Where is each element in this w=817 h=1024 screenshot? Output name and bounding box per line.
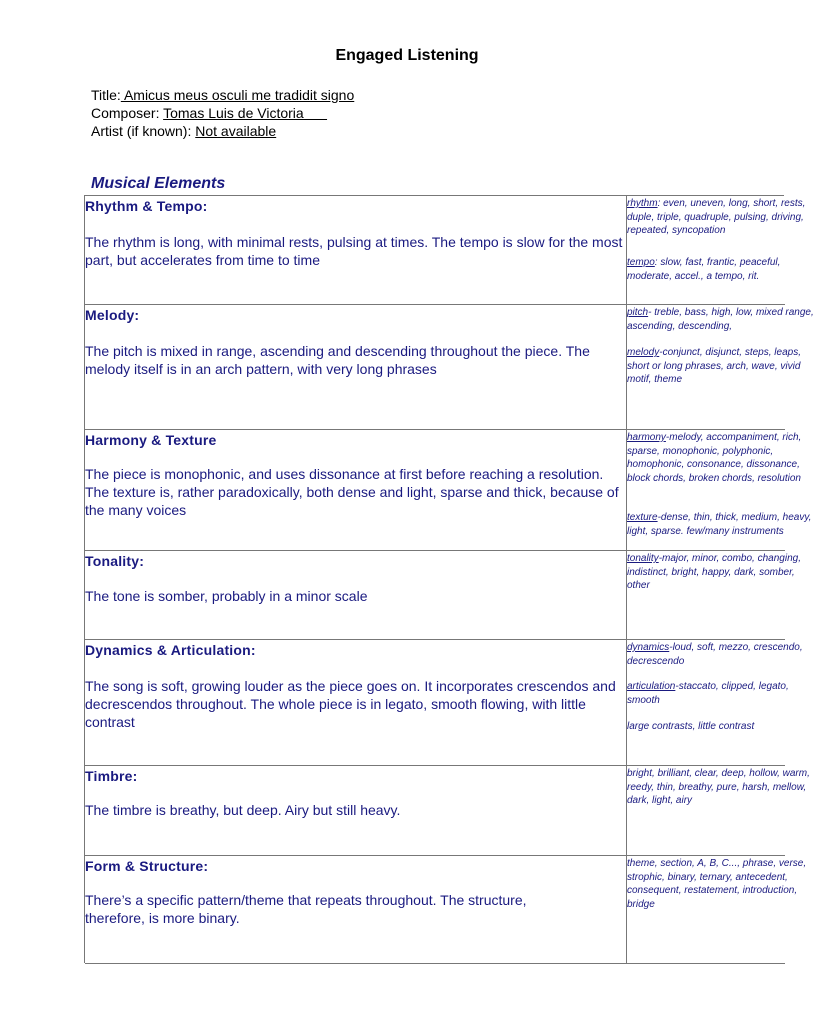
- row-heading: Melody:: [85, 307, 140, 323]
- row-body: The timbre is breathy, but deep. Airy but still heavy.: [85, 802, 401, 818]
- table-row: [85, 305, 814, 430]
- artist-value: Not available: [195, 123, 277, 139]
- hint: bright, brilliant, clear, deep, hollow, warm, reedy, thin, breathy, pure, harsh, mellow, dark, light, airy: [627, 768, 810, 806]
- row-heading: Rhythm & Tempo:: [85, 198, 208, 214]
- table-row: [85, 640, 803, 766]
- hint: tempo: slow, fast, frantic, peaceful, moderate, accel., a tempo, rit.: [627, 257, 781, 282]
- row-body: There’s a specific pattern/theme that repeats throughout. The structure, therefore, is more binary.: [85, 892, 527, 926]
- title-value: Amicus meus osculi me tradidit signo: [120, 87, 355, 103]
- table-row: [85, 766, 810, 856]
- row-body: The tone is somber, probably in a minor scale: [85, 588, 368, 604]
- hint: melody-conjunct, disjunct, steps, leaps, short or long phrases, arch, wave, vivid motif, theme: [627, 347, 801, 385]
- composer-value: Tomas Luis de Victoria: [163, 105, 328, 121]
- table-row: [85, 856, 807, 964]
- row-body: The song is soft, growing louder as the piece goes on. It incorporates crescendos and decrescendos throughout. The whole piece is in legato, smooth flowing, with little contrast: [85, 678, 616, 730]
- artist-label: Artist (if known):: [91, 123, 192, 139]
- title-field: [91, 86, 354, 104]
- elements-table: [84, 195, 814, 963]
- hint: large contrasts, little contrast: [627, 721, 755, 732]
- hint: pitch- treble, bass, high, low, mixed range, ascending, descending,: [627, 307, 814, 332]
- table-row: [85, 196, 806, 305]
- hint: dynamics-loud, soft, mezzo, crescendo, decrescendo: [627, 642, 803, 667]
- row-heading: Harmony & Texture: [85, 432, 217, 448]
- section-heading: Musical Elements: [91, 175, 226, 192]
- document-title: Engaged Listening: [335, 47, 479, 64]
- row-body: The pitch is mixed in range, ascending and descending throughout the piece. The melody itself is in an arch pattern, with very long phrases: [85, 343, 590, 377]
- composer-field: [91, 104, 327, 122]
- row-heading: Form & Structure:: [85, 858, 209, 874]
- hint: texture-dense, thin, thick, medium, heavy, light, sparse. few/many instruments: [627, 512, 812, 537]
- hint: theme, section, A, B, C..., phrase, verse, strophic, binary, ternary, antecedent, consequent, restatement, introduction, bridge: [627, 858, 807, 910]
- title-label: Title:: [91, 87, 121, 103]
- row-body: The piece is monophonic, and uses dissonance at first before reaching a resolution. The texture is, rather paradoxically, both dense and light, sparse and thick, because of the many voices: [85, 466, 619, 518]
- row-body: The rhythm is long, with minimal rests, pulsing at times. The tempo is slow for the most part, but accelerates from time to time: [85, 234, 623, 268]
- hint: tonality-major, minor, combo, changing, indistinct, bright, happy, dark, somber, other: [627, 553, 801, 591]
- table-row: [85, 430, 812, 551]
- row-heading: Timbre:: [85, 768, 138, 784]
- row-heading: Tonality:: [85, 553, 145, 569]
- artist-field: [91, 122, 276, 140]
- hint: harmony-melody, accompaniment, rich, sparse, monophonic, polyphonic, homophonic, consonance, dissonance, block chords, broken chords, resolution: [627, 432, 802, 484]
- row-heading: Dynamics & Articulation:: [85, 642, 256, 658]
- hint: articulation-staccato, clipped, legato, smooth: [627, 681, 789, 706]
- composer-label: Composer:: [91, 105, 160, 121]
- table-row: [85, 551, 801, 640]
- hint: rhythm: even, uneven, long, short, rests, duple, triple, quadruple, pulsing, driving, repeated, syncopation: [627, 198, 806, 236]
